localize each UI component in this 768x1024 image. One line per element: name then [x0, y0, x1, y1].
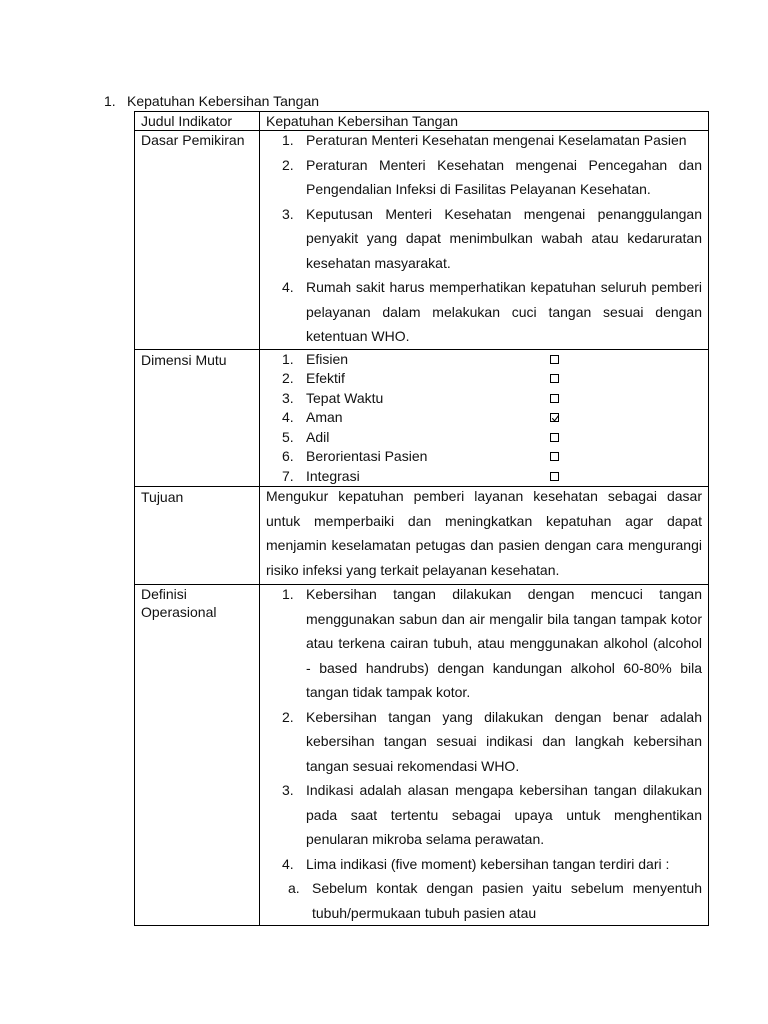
row-definisi-operasional [135, 585, 709, 926]
list-item: 7. Integrasi [266, 467, 702, 487]
label-judul-indikator: Judul Indikator [135, 112, 260, 131]
row-dasar-pemikiran [135, 131, 709, 350]
list-item: 5. Adil [266, 428, 702, 448]
list-item: 4. Lima indikasi (five moment) kebersihan tangan terdiri dari : a. Sebelum kontak dengan pasien yaitu sebelum menyentuh tubuh/permukaan tubuh pasien atau [266, 852, 702, 926]
label-dimensi-mutu: Dimensi Mutu [135, 349, 260, 487]
list-item: 4. Aman [266, 408, 702, 428]
checkbox[interactable] [550, 433, 559, 442]
checkbox[interactable] [550, 355, 559, 364]
list-item: 2. Kebersihan tangan yang dilakukan dengan benar adalah kebersihan tangan sesuai indikasi dan langkah kebersihan tangan sesuai rekomendasi WHO. [282, 708, 702, 774]
label-dasar-pemikiran: Dasar Pemikiran [135, 131, 260, 350]
list-item: 1. Efisien [266, 350, 702, 370]
list-item: 3. Indikasi adalah alasan mengapa kebersihan tangan dilakukan pada saat tertentu sebagai upaya untuk menghentikan penularan mikroba selama perawatan. [282, 782, 702, 847]
list-item: 3. Tepat Waktu [266, 389, 702, 409]
checkbox[interactable] [550, 374, 559, 383]
value-judul-indikator: Kepatuhan Kebersihan Tangan [260, 112, 709, 131]
list-item: 1. Kebersihan tangan dilakukan dengan mencuci tangan menggunakan sabun dan air mengalir bila tangan tampak kotor atau terkena cairan tubuh, atau menggunakan alkohol (alcohol - based handrubs) dengan kandungan alkohol 60-80% bila tangan tidak tampak kotor. [282, 586, 702, 700]
list-item: 1. Peraturan Menteri Kesehatan mengenai Keselamatan Pasien [282, 132, 687, 148]
list-item: 3. Keputusan Menteri Kesehatan mengenai penanggulangan penyakit yang dapat menimbulkan wabah atau kedaruratan kesehatan masyarakat. [282, 205, 702, 271]
list-item: 4. Rumah sakit harus memperhatikan kepatuhan seluruh pemberi pelayanan dalam melakukan cuci tangan sesuai dengan ketentuan WHO. [282, 279, 702, 344]
checkbox[interactable] [550, 394, 559, 403]
label-tujuan: Tujuan [135, 487, 260, 585]
dasar-pemikiran-list [266, 128, 702, 349]
tujuan-text: Mengukur kepatuhan pemberi layanan kesehatan sebagai dasar untuk memperbaiki dan meningkatkan kepatuhan agar dapat menjamin keselamatan petugas dan pasien dengan cara mengurangi risiko infeksi yang terkait pelayanan kesehatan. [266, 488, 702, 578]
cell-definisi-operasional [260, 585, 709, 926]
list-item: 6. Berorientasi Pasien [266, 447, 702, 467]
section-heading [104, 92, 319, 110]
checkbox-checked[interactable] [550, 413, 559, 422]
cell-dimensi-mutu [260, 349, 709, 487]
row-tujuan [135, 487, 709, 585]
section-number: 1. [104, 93, 116, 109]
checkbox[interactable] [550, 452, 559, 461]
list-item: 2. Efektif [266, 369, 702, 389]
list-item: 2. Peraturan Menteri Kesehatan mengenai Pencegahan dan Pengendalian Infeksi di Fasilitas Pelayanan Kesehatan. [282, 156, 702, 197]
row-dimensi-mutu [135, 349, 709, 487]
list-item: a. Sebelum kontak dengan pasien yaitu sebelum menyentuh tubuh/permukaan tubuh pasien atau [288, 880, 702, 921]
indicator-table [134, 111, 709, 926]
dimensi-mutu-list [266, 350, 702, 487]
checkbox[interactable] [550, 472, 559, 481]
label-definisi-operasional: Definisi Operasional [135, 585, 260, 926]
check-icon [551, 414, 560, 423]
cell-dasar-pemikiran [260, 131, 709, 350]
definisi-operasional-list [266, 582, 702, 925]
five-moment-list [266, 876, 702, 925]
section-title: Kepatuhan Kebersihan Tangan [127, 93, 320, 109]
cell-tujuan [260, 487, 709, 585]
